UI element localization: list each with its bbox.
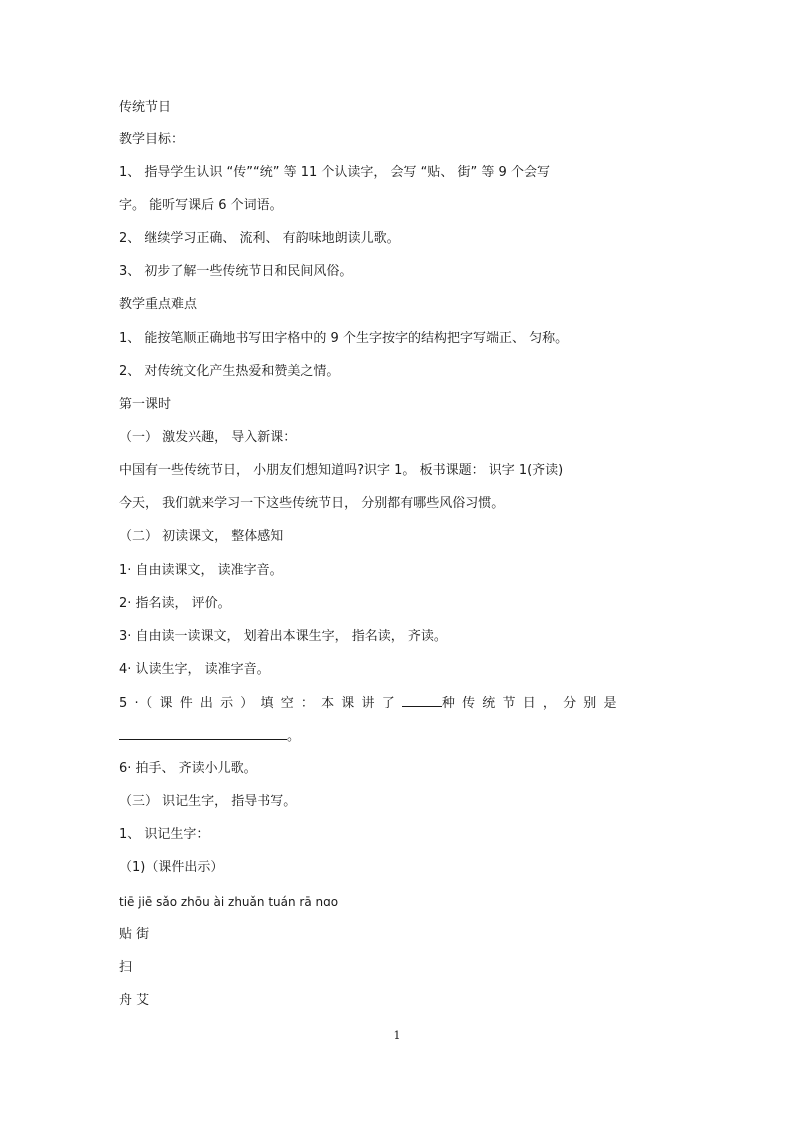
fill-blank-text-1: 5·（课件出示）填空：本课讲了 [119, 696, 402, 711]
section-heading-key-points: 教学重点难点 [119, 297, 198, 312]
section-heading-objectives: 教学目标： [119, 132, 185, 147]
character-line: 舟 艾 [119, 993, 150, 1008]
fill-blank-line-continued [119, 727, 300, 746]
paragraph-line: 今天， 我们就来学习一下这些传统节日， 分别都有哪些风俗习惯。 [119, 496, 505, 511]
section-heading-lesson-one: 第一课时 [119, 397, 172, 412]
paragraph-line: 2、 对传统文化产生热爱和赞美之情。 [119, 364, 340, 379]
fill-blank-underline [402, 694, 442, 707]
character-line: 贴 街 [119, 927, 150, 942]
fill-blank-line [119, 694, 659, 713]
character-line: 扫 [119, 960, 133, 975]
paragraph-line: 1· 自由读课文， 读准字音。 [119, 563, 283, 578]
paragraph-line: 1、 识记生字： [119, 827, 210, 842]
pinyin-line: tiē jiē sǎo zhōu ài zhuǎn tuán rā nɑo [119, 895, 339, 909]
paragraph-line: 3、 初步了解一些传统节日和民间风俗。 [119, 264, 353, 279]
paragraph-line: 3· 自由读一读课文， 划着出本课生字， 指名读， 齐读。 [119, 629, 447, 644]
paragraph-line: 2、 继续学习正确、 流利、 有韵味地朗读儿歌。 [119, 231, 400, 246]
paragraph-line: （二） 初读课文， 整体感知 [119, 529, 284, 544]
paragraph-line: 4· 认读生字， 读准字音。 [119, 662, 270, 677]
fill-blank-text-2: 种传统节日，分别是 [441, 696, 624, 711]
paragraph-line: 6· 拍手、 齐读小儿歌。 [119, 761, 257, 776]
paragraph-line: （一） 激发兴趣， 导入新课： [119, 430, 297, 445]
page-number: 1 [393, 1029, 401, 1042]
document-title: 传统节日 [119, 100, 172, 115]
paragraph-line: 1、 指导学生认识 “传”“统” 等 11 个认读字， 会写 “贴、 街” 等 9 个会写 [119, 165, 550, 180]
paragraph-line: 字。 能听写课后 6 个词语。 [119, 198, 283, 213]
paragraph-line: （1)（课件出示） [119, 860, 224, 875]
paragraph-line: 2· 指名读， 评价。 [119, 596, 231, 611]
paragraph-line: 中国有一些传统节日， 小朋友们想知道吗?识字 1。 板书课题： 识字 1(齐读) [119, 463, 564, 478]
paragraph-line: （三） 识记生字， 指导书写。 [119, 794, 297, 809]
fill-blank-text-3: 。 [287, 729, 301, 744]
paragraph-line: 1、 能按笔顺正确地书写田字格中的 9 个生字按字的结构把字写端正、 匀称。 [119, 331, 569, 346]
fill-blank-underline-long [119, 727, 287, 740]
